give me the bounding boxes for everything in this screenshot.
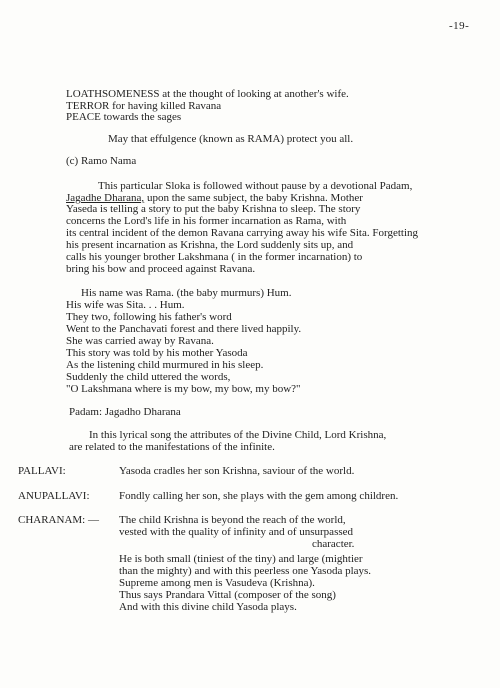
anupallavi-label: ANUPALLAVI: [18,490,90,502]
charanam-line-8: And with this divine child Yasoda plays. [119,601,297,613]
intro-line-peace: PEACE towards the sages [66,111,182,123]
intro-line-loathsomeness: LOATHSOMENESS at the thought of looking at another's wife. [66,88,349,100]
section-heading: (c) Ramo Nama [66,155,137,167]
paragraph1-line5: its central incident of the demon Ravana carrying away his wife Sita. Forgetting [66,227,419,239]
anupallavi-text: Fondly calling her son, she plays with the gem among children. [119,490,399,502]
poem-line-7: As the listening child murmured in his sleep. [66,359,264,371]
charanam-line-4: He is both small (tiniest of the tiny) and large (mightier [119,553,363,565]
pallavi-text: Yasoda cradles her son Krishna, saviour of the world. [119,465,355,477]
poem-line-3: They two, following his father's word [66,311,232,323]
page-number: -19- [449,20,470,32]
paragraph1-line6: his present incarnation as Krishna, the Lord suddenly sits up, and [66,239,354,251]
poem-line-6: This story was told by his mother Yasoda [66,347,248,359]
poem-line-5: She was carried away by Ravana. [66,335,214,347]
charanam-line-5: than the mighty) and with this peerless one Yasoda plays. [119,565,372,577]
charanam-line-2: vested with the quality of infinity and of unsurpassed [119,526,354,538]
poem-line-9: "O Lakshmana where is my bow, my bow, my bow?" [66,383,301,395]
paragraph1-line8: bring his bow and proceed against Ravana. [66,263,256,275]
paragraph2-line2: are related to the manifestations of the infinite. [69,441,275,453]
paragraph2-line1: In this lyrical song the attributes of the Divine Child, Lord Krishna, [89,429,387,441]
charanam-label: CHARANAM: — [18,514,99,526]
pallavi-label: PALLAVI: [18,465,66,477]
poem-line-4: Went to the Panchavati forest and there lived happily. [66,323,302,335]
charanam-line-7: Thus says Prandara Vittal (composer of the song) [119,589,336,601]
intro-line-terror: TERROR for having killed Ravana [66,100,222,112]
blessing-line: May that effulgence (known as RAMA) protect you all. [108,133,354,145]
paragraph1-line1: This particular Sloka is followed without pause by a devotional Padam, [98,180,413,192]
charanam-line-1: The child Krishna is beyond the reach of the world, [119,514,346,526]
charanam-line-6: Supreme among men is Vasudeva (Krishna). [119,577,315,589]
padam-line: Padam: Jagadho Dharana [69,406,181,418]
charanam-line-3: character. [312,538,355,550]
poem-line-1: His name was Rama. (the baby murmurs) Hum. [81,287,292,299]
paragraph1-line4: concerns the Lord's life in his former incarnation as Rama, with [66,215,347,227]
paragraph1-line3: Yaseda is telling a story to put the baby Krishna to sleep. The story [66,203,361,215]
paragraph1-line2-rest: upon the same subject, the baby Krishna. Mother [144,192,363,204]
poem-line-2: His wife was Sita. . . Hum. [66,299,185,311]
padam-title-underlined: Jagadhe Dharana, [66,192,145,204]
poem-line-8: Suddenly the child uttered the words, [66,371,231,383]
paragraph1-line7: calls his younger brother Lakshmana ( in the former incarnation) to [66,251,363,263]
